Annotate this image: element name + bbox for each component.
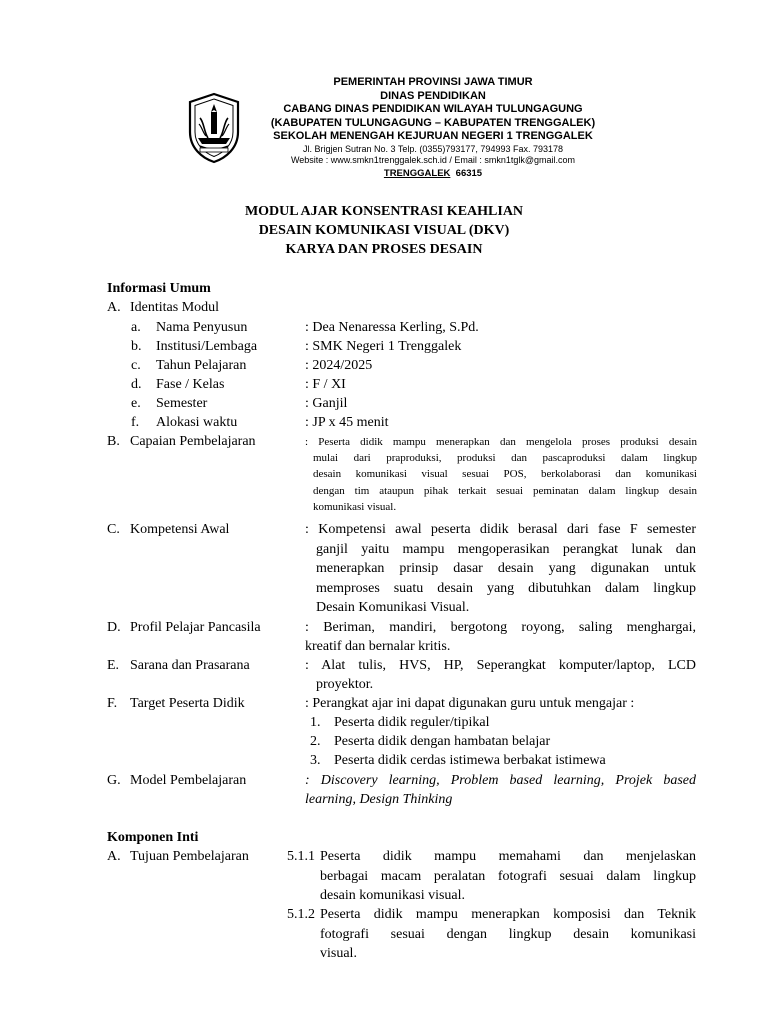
identitas-label-tahun: Tahun Pelajaran	[156, 358, 247, 373]
model-line-2: learning, Design Thinking	[305, 792, 453, 807]
identitas-label-alokasi: Alokasi waktu	[156, 415, 238, 430]
section-c-label: Kompetensi Awal	[130, 522, 230, 537]
identitas-value-institusi: : SMK Negeri 1 Trenggalek	[305, 339, 462, 354]
identitas-value-semester: : Ganjil	[305, 396, 348, 411]
profil-pancasila-text	[305, 618, 696, 656]
capaian-line-1: : Peserta didik mampu menerapkan dan mengelola proses produksi desain	[305, 436, 697, 448]
identitas-label-semester: Semester	[156, 396, 208, 411]
letterhead-school: SEKOLAH MENENGAH KEJURUAN NEGERI 1 TRENGGALEK	[273, 130, 593, 143]
letterhead-regencies: (KABUPATEN TULUNGAGUNG – KABUPATEN TRENGGALEK)	[270, 116, 596, 129]
target-item-3-number: 3.	[310, 753, 321, 768]
identitas-letter-b: b.	[131, 339, 142, 354]
sarana-line-2: proyektor.	[316, 677, 374, 692]
model-pembelajaran-text	[305, 771, 696, 809]
section-b-label: Capaian Pembelajaran	[130, 434, 256, 449]
identitas-label-nama: Nama Penyusun	[156, 320, 248, 335]
target-item-1-text: Peserta didik reguler/tipikal	[334, 715, 490, 730]
section-a-letter: A.	[107, 300, 121, 315]
kompetensi-awal-text	[305, 520, 696, 618]
identitas-label-fase: Fase / Kelas	[156, 377, 225, 392]
letterhead-city: TRENGGALEK	[383, 167, 451, 179]
identitas-value-tahun: : 2024/2025	[305, 358, 373, 373]
capaian-line-5: komunikasi visual.	[313, 500, 397, 513]
section-e-label: Sarana dan Prasarana	[130, 658, 250, 673]
komponen-a-label: Tujuan Pembelajaran	[130, 849, 249, 864]
tujuan-1-text	[320, 847, 696, 906]
section-c-letter: C.	[107, 522, 120, 537]
sarana-line-1: : Alat tulis, HVS, HP, Seperangkat komputer/laptop, LCD	[305, 658, 696, 673]
kompetensi-line-1: : Kompetensi awal peserta didik berasal dari fase F semester	[305, 522, 696, 537]
letterhead-department: DINAS PENDIDIKAN	[380, 89, 486, 102]
tujuan-1-line-1: Peserta didik mampu memahami dan menjelaskan	[320, 849, 696, 864]
document-title	[0, 202, 768, 259]
section-g-label: Model Pembelajaran	[130, 773, 247, 788]
section-e-letter: E.	[107, 658, 120, 673]
east-java-coat-of-arms-icon	[186, 92, 242, 164]
section-g-letter: G.	[107, 773, 121, 788]
identitas-label-institusi: Institusi/Lembaga	[156, 339, 258, 354]
capaian-pembelajaran-text	[305, 434, 697, 515]
capaian-line-2: mulai dari praproduksi, produksi dan pascaproduksi dalam lingkup	[313, 452, 697, 465]
identitas-value-nama: : Dea Nenaressa Kerling, S.Pd.	[305, 320, 479, 335]
profil-line-2: kreatif dan bernalar kritis.	[305, 639, 451, 654]
tujuan-1-line-3: desain komunikasi visual.	[320, 888, 466, 903]
tujuan-1-number: 5.1.1	[287, 849, 315, 864]
kompetensi-line-2: ganjil yaitu mampu mengoperasikan perangkat lunak dan	[316, 541, 696, 557]
title-line-3: KARYA DAN PROSES DESAIN	[285, 242, 483, 257]
identitas-value-fase: : F / XI	[305, 377, 346, 392]
komponen-inti-heading: Komponen Inti	[107, 830, 199, 845]
letterhead-website: Website : www.smkn1trenggalek.sch.id / Email : smkn1tglk@gmail.com	[290, 155, 576, 166]
target-item-1-number: 1.	[310, 715, 321, 730]
letterhead-city-line	[248, 167, 618, 180]
section-d-label: Profil Pelajar Pancasila	[130, 620, 261, 635]
profil-line-1: : Beriman, mandiri, bergotong royong, saling menghargai,	[305, 620, 696, 635]
target-item-3-text: Peserta didik cerdas istimewa berbakat istimewa	[334, 753, 606, 768]
model-line-1: : Discovery learning, Problem based learning, Projek based	[305, 773, 696, 788]
tujuan-2-text	[320, 905, 696, 964]
letterhead-address: Jl. Brigjen Sutran No. 3 Telp. (0355)793177, 794993 Fax. 793178	[302, 143, 563, 154]
sarana-prasarana-text	[305, 656, 696, 694]
tujuan-2-line-1: Peserta didik mampu menerapkan komposisi dan Teknik	[320, 907, 696, 922]
kompetensi-line-5: Desain Komunikasi Visual.	[316, 600, 470, 615]
identitas-letter-d: d.	[131, 377, 142, 392]
identitas-letter-f: f.	[131, 415, 140, 430]
letterhead-branch: CABANG DINAS PENDIDIKAN WILAYAH TULUNGAGUNG	[283, 103, 583, 116]
section-a-label: Identitas Modul	[130, 300, 220, 315]
section-b-letter: B.	[107, 434, 120, 449]
letterhead-postcode: 66315	[455, 167, 483, 179]
title-line-2: DESAIN KOMUNIKASI VISUAL (DKV)	[258, 223, 510, 238]
letterhead-text	[248, 76, 618, 180]
komponen-a-letter: A.	[107, 849, 121, 864]
target-item-2-text: Peserta didik dengan hambatan belajar	[334, 734, 551, 749]
letterhead-government: PEMERINTAH PROVINSI JAWA TIMUR	[333, 76, 533, 88]
section-f-label: Target Peserta Didik	[130, 696, 245, 711]
tujuan-2-line-2: fotografi sesuai dengan lingkup desain komunikasi	[320, 926, 696, 942]
capaian-line-3: desain komunikasi visual sesuai POS, berkolaborasi dan komunikasi	[313, 468, 697, 481]
identitas-letter-a: a.	[131, 320, 141, 335]
tujuan-2-number: 5.1.2	[287, 907, 315, 922]
identitas-value-alokasi: : JP x 45 menit	[305, 415, 389, 430]
tujuan-1-line-2: berbagai macam peralatan fotografi sesuai dalam lingkup	[320, 868, 696, 884]
section-d-letter: D.	[107, 620, 121, 635]
kompetensi-line-3: menerapkan prinsip dasar desain yang digunakan untuk	[316, 561, 696, 576]
identitas-letter-e: e.	[131, 396, 141, 411]
informasi-umum-heading: Informasi Umum	[107, 281, 211, 296]
section-f-letter: F.	[107, 696, 118, 711]
letterhead	[0, 70, 768, 180]
kompetensi-line-4: memproses suatu desain yang dibutuhkan dalam lingkup	[316, 580, 696, 596]
target-item-2-number: 2.	[310, 734, 321, 749]
tujuan-2-line-3: visual.	[320, 946, 357, 961]
identitas-letter-c: c.	[131, 358, 141, 373]
title-line-1: MODUL AJAR KONSENTRASI KEAHLIAN	[244, 204, 524, 219]
target-intro: : Perangkat ajar ini dapat digunakan guru untuk mengajar :	[305, 696, 635, 711]
capaian-line-4: dengan tim ataupun pihak terkait sesuai peminatan dalam lingkup desain	[313, 484, 697, 497]
